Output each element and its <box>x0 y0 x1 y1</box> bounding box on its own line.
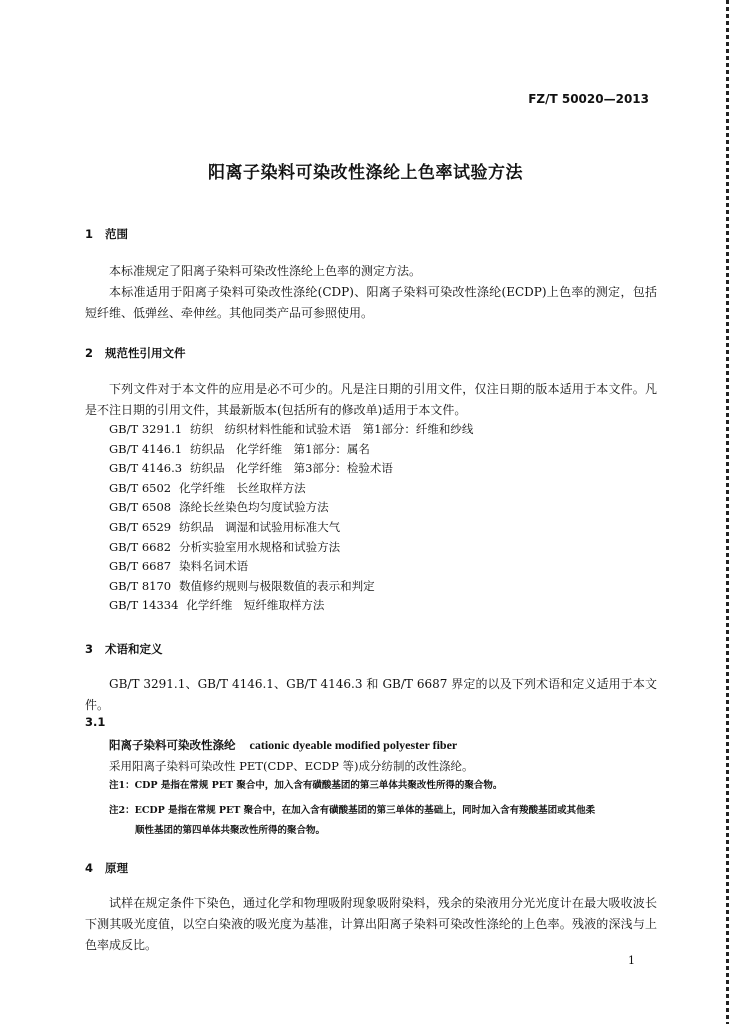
reference-title: 数值修约规则与极限数值的表示和判定 <box>179 578 375 593</box>
section-4-paragraph-1: 试样在规定条件下染色，通过化学和物理吸附现象吸附染料，残余的染液用分光光度计在最大吸收波长下测其吸光度值，以空白染液的吸光度为基准，计算出阳离子染料可染改性涤纶的上色率。残液的深浅与上色率成反比。 <box>85 896 657 952</box>
note-2 <box>109 801 657 841</box>
scan-edge-border <box>726 0 729 1024</box>
section-title: 规范性引用文件 <box>105 346 186 360</box>
reference-item <box>109 518 473 538</box>
reference-title: 化学纤维 长丝取样方法 <box>179 480 306 495</box>
section-1-paragraph-1: 本标准规定了阳离子染料可染改性涤纶上色率的测定方法。 <box>109 264 422 278</box>
reference-item <box>109 596 473 616</box>
section-3-intro: GB/T 3291.1、GB/T 4146.1、GB/T 4146.3 和 GB/T 6687 界定的以及下列术语和定义适用于本文件。 <box>85 677 657 712</box>
section-number: 4 <box>85 861 94 875</box>
reference-title: 分析实验室用水规格和试验方法 <box>179 539 341 554</box>
term-english: cationic dyeable modified polyester fiber <box>249 738 458 752</box>
reference-title: 染料名词术语 <box>179 559 249 574</box>
note-2-line-2: 顺性基团的第四单体共聚改性所得的聚合物。 <box>135 825 326 836</box>
section-1-paragraph-2: 本标准适用于阳离子染料可染改性涤纶(CDP)、阳离子染料可染改性涤纶(ECDP)上色率的测定，包括短纤维、低弹丝、牵伸丝。其他同类产品可参照使用。 <box>85 285 657 320</box>
term-entry <box>109 737 457 753</box>
reference-code: GB/T 6687 <box>109 559 172 574</box>
reference-code: GB/T 6502 <box>109 480 172 495</box>
reference-title: 纺织品 化学纤维 第1部分：属名 <box>190 441 370 456</box>
reference-code: GB/T 6682 <box>109 539 172 554</box>
section-2-intro: 下列文件对于本文件的应用是必不可少的。凡是注日期的引用文件，仅注日期的版本适用于本文件。凡是不注日期的引用文件，其最新版本(包括所有的修改单)适用于本文件。 <box>85 382 657 417</box>
section-number: 1 <box>85 227 94 241</box>
reference-item <box>109 420 473 440</box>
note-2-line-1: 注2：ECDP 是指在常规 PET 聚合中，在加入含有磺酸基团的第三单体的基础上，同时加入含有羧酸基团或其他柔 <box>109 805 596 816</box>
reference-code: GB/T 4146.3 <box>109 461 183 476</box>
reference-code: GB/T 6508 <box>109 500 172 515</box>
section-number: 2 <box>85 346 94 360</box>
reference-item <box>109 557 473 577</box>
reference-item <box>109 538 473 558</box>
reference-code: GB/T 14334 <box>109 598 179 613</box>
reference-item <box>109 459 473 479</box>
reference-list <box>109 420 473 616</box>
section-3-heading <box>85 641 163 657</box>
section-4-heading <box>85 860 128 876</box>
term-number: 3.1 <box>85 715 106 729</box>
section-2-heading <box>85 345 186 361</box>
document-number: FZ/T 50020—2013 <box>528 92 649 106</box>
section-title: 原理 <box>105 861 128 875</box>
reference-title: 化学纤维 短纤维取样方法 <box>186 598 325 613</box>
section-title: 范围 <box>105 227 128 241</box>
term-definition: 采用阳离子染料可染改性 PET(CDP、ECDP 等)成分纺制的改性涤纶。 <box>109 759 474 773</box>
reference-code: GB/T 8170 <box>109 578 172 593</box>
term-chinese: 阳离子染料可染改性涤纶 <box>109 738 236 752</box>
reference-code: GB/T 4146.1 <box>109 441 183 456</box>
section-1-heading <box>85 226 128 242</box>
reference-code: GB/T 3291.1 <box>109 422 183 436</box>
note-1: 注1：CDP 是指在常规 PET 聚合中，加入含有磺酸基团的第三单体共聚改性所得的聚合物。 <box>109 780 503 791</box>
reference-title: 涤纶长丝染色均匀度试验方法 <box>179 500 329 515</box>
reference-item <box>109 440 473 460</box>
document-title: 阳离子染料可染改性涤纶上色率试验方法 <box>208 163 523 183</box>
section-title: 术语和定义 <box>105 642 163 656</box>
reference-code: GB/T 6529 <box>109 519 172 534</box>
reference-item <box>109 479 473 499</box>
reference-title: 纺织品 调湿和试验用标准大气 <box>179 519 341 534</box>
reference-title: 纺织 纺织材料性能和试验术语 第1部分：纤维和纱线 <box>190 422 474 436</box>
section-number: 3 <box>85 642 94 656</box>
page-number: 1 <box>628 954 635 967</box>
reference-title: 纺织品 化学纤维 第3部分：检验术语 <box>190 461 393 476</box>
reference-item <box>109 498 473 518</box>
reference-item <box>109 577 473 597</box>
